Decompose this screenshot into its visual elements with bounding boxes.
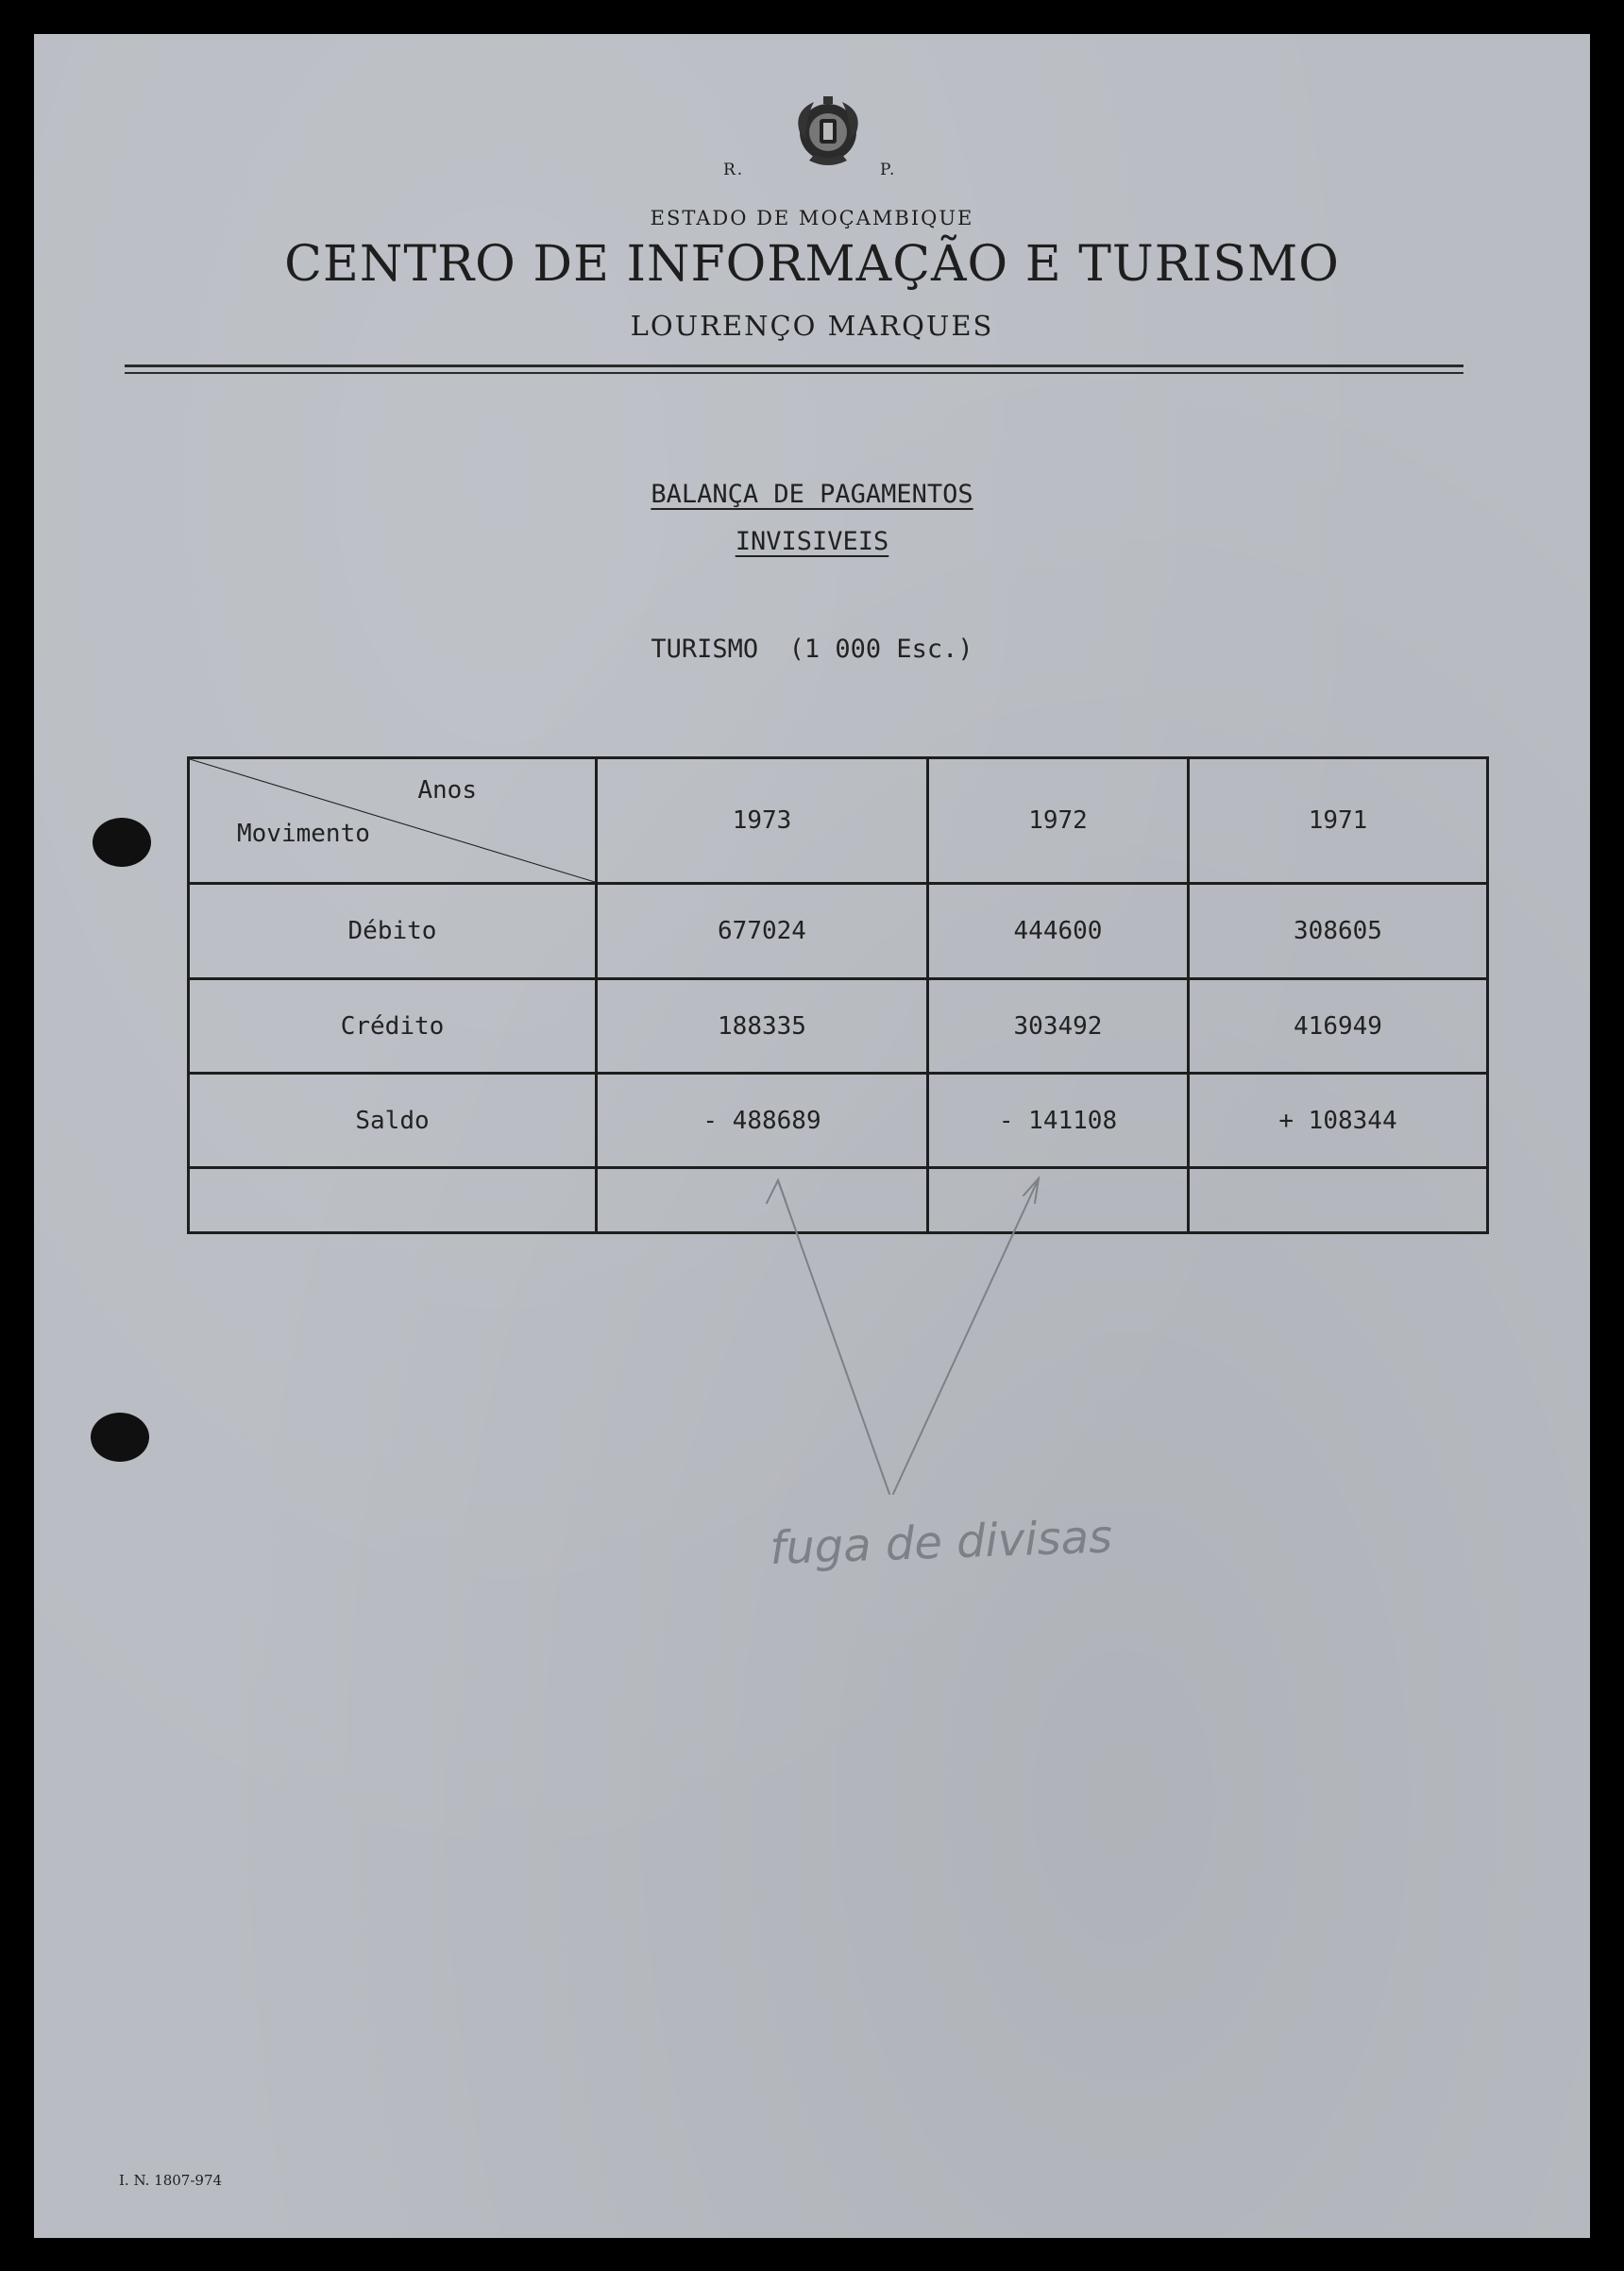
balance-table [187,756,1489,1234]
table-cell: 677024 [597,884,928,979]
handwritten-note: fuga de divisas [769,1510,1113,1575]
punch-hole [93,818,151,867]
estado-heading: ESTADO DE MOÇAMBIQUE [650,207,974,229]
year-header: 1972 [928,758,1189,884]
table-cell: 188335 [597,979,928,1074]
corner-label-years: Anos [417,776,477,805]
print-code: I. N. 1807-974 [119,2172,223,2189]
table-header-row [189,758,1488,884]
table-cell [597,1168,928,1233]
corner-label-movement: Movimento [237,820,370,848]
header-rule-thick [125,364,1463,367]
city-name: LOURENÇO MARQUES [630,310,994,342]
year-header: 1971 [1189,758,1488,884]
row-label: Saldo [189,1074,597,1168]
year-header: 1973 [597,758,928,884]
document-title-line2: INVISIVEIS [735,527,889,556]
table-row-debito [189,884,1488,979]
letterhead-r: R. [723,161,745,179]
row-label: Crédito [189,979,597,1074]
punch-hole [91,1413,149,1462]
table-row-credito [189,979,1488,1074]
table-row-empty [189,1168,1488,1233]
table-cell: - 488689 [597,1074,928,1168]
table-cell [928,1168,1189,1233]
table-caption: TURISMO (1 000 Esc.) [651,635,973,664]
table-cell: 444600 [928,884,1189,979]
corner-cell [189,758,597,884]
coat-of-arms-icon [786,93,871,170]
table-cell: - 141108 [928,1074,1189,1168]
table-cell: 303492 [928,979,1189,1074]
table-cell: 416949 [1189,979,1488,1074]
document-page [34,34,1590,2238]
table-cell: 308605 [1189,884,1488,979]
letterhead-p: P. [880,161,897,179]
table-cell: + 108344 [1189,1074,1488,1168]
table-row-saldo [189,1074,1488,1168]
header-rule-thin [125,372,1463,374]
organization-name: CENTRO DE INFORMAÇÃO E TURISMO [284,236,1340,293]
table-cell [1189,1168,1488,1233]
table-cell [189,1168,597,1233]
document-title: BALANÇA DE PAGAMENTOS [651,480,973,509]
row-label: Débito [189,884,597,979]
